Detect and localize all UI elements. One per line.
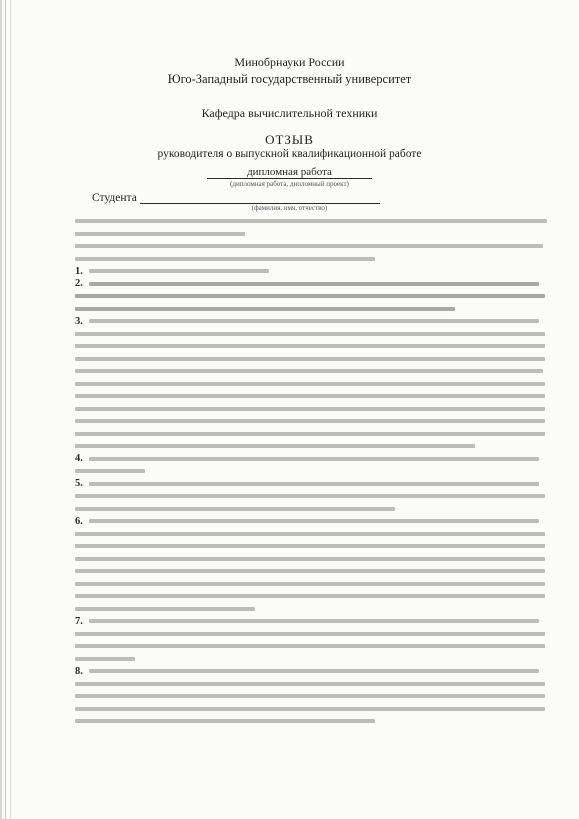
body-line <box>75 365 547 378</box>
item-number: 7. <box>75 615 83 627</box>
body-line <box>75 215 547 228</box>
body-line <box>75 640 547 653</box>
item-6 <box>75 515 547 528</box>
body-line <box>75 328 547 341</box>
body-line <box>75 503 547 516</box>
body-line <box>75 403 547 416</box>
item-number: 6. <box>75 515 83 527</box>
body-line <box>75 703 547 716</box>
scan-edge <box>0 0 18 819</box>
body-line <box>75 253 547 266</box>
body-line <box>75 465 547 478</box>
item-1 <box>75 265 547 278</box>
body-line <box>75 378 547 391</box>
body-line <box>75 440 547 453</box>
body-line <box>75 653 547 666</box>
body-line <box>75 303 547 316</box>
item-number: 2. <box>75 278 83 290</box>
item-number: 8. <box>75 665 83 677</box>
student-label: Студента <box>92 192 137 204</box>
item-number: 4. <box>75 453 83 465</box>
body-line <box>75 290 547 303</box>
body-line <box>75 578 547 591</box>
item-4 <box>75 453 547 466</box>
body-line <box>75 678 547 691</box>
student-row <box>92 192 380 204</box>
body-line <box>75 415 547 428</box>
item-number: 3. <box>75 315 83 327</box>
student-name-field <box>140 192 380 204</box>
body-line <box>75 553 547 566</box>
body-line <box>75 490 547 503</box>
university-heading: Юго-Западный государственный университет <box>167 72 412 86</box>
department-heading: Кафедра вычислительной техники <box>201 106 378 120</box>
item-3 <box>75 315 547 328</box>
body-line <box>75 353 547 366</box>
review-body <box>75 215 547 728</box>
body-line <box>75 428 547 441</box>
work-type-note: (дипломная работа, дипломный проект) <box>230 180 349 188</box>
item-7 <box>75 615 547 628</box>
body-line <box>75 528 547 541</box>
item-8 <box>75 665 547 678</box>
work-type <box>0 166 579 178</box>
body-line <box>75 603 547 616</box>
student-note: (фамилия, имя, отчество) <box>251 204 328 212</box>
page-title: ОТЗЫВ <box>265 132 314 147</box>
body-line <box>75 540 547 553</box>
body-line <box>75 715 547 728</box>
ministry-heading: Минобрнауки России <box>234 55 345 69</box>
body-line <box>75 390 547 403</box>
body-line <box>75 228 547 241</box>
body-line <box>75 565 547 578</box>
item-2 <box>75 278 547 291</box>
body-line <box>75 340 547 353</box>
item-number: 1. <box>75 265 83 277</box>
item-5 <box>75 478 547 491</box>
body-line <box>75 628 547 641</box>
work-type-value: дипломная работа <box>207 166 372 179</box>
body-line <box>75 590 547 603</box>
body-line <box>75 690 547 703</box>
page-subtitle: руководителя о выпускной квалификационной работе <box>157 148 422 160</box>
body-line <box>75 240 547 253</box>
item-number: 5. <box>75 478 83 490</box>
